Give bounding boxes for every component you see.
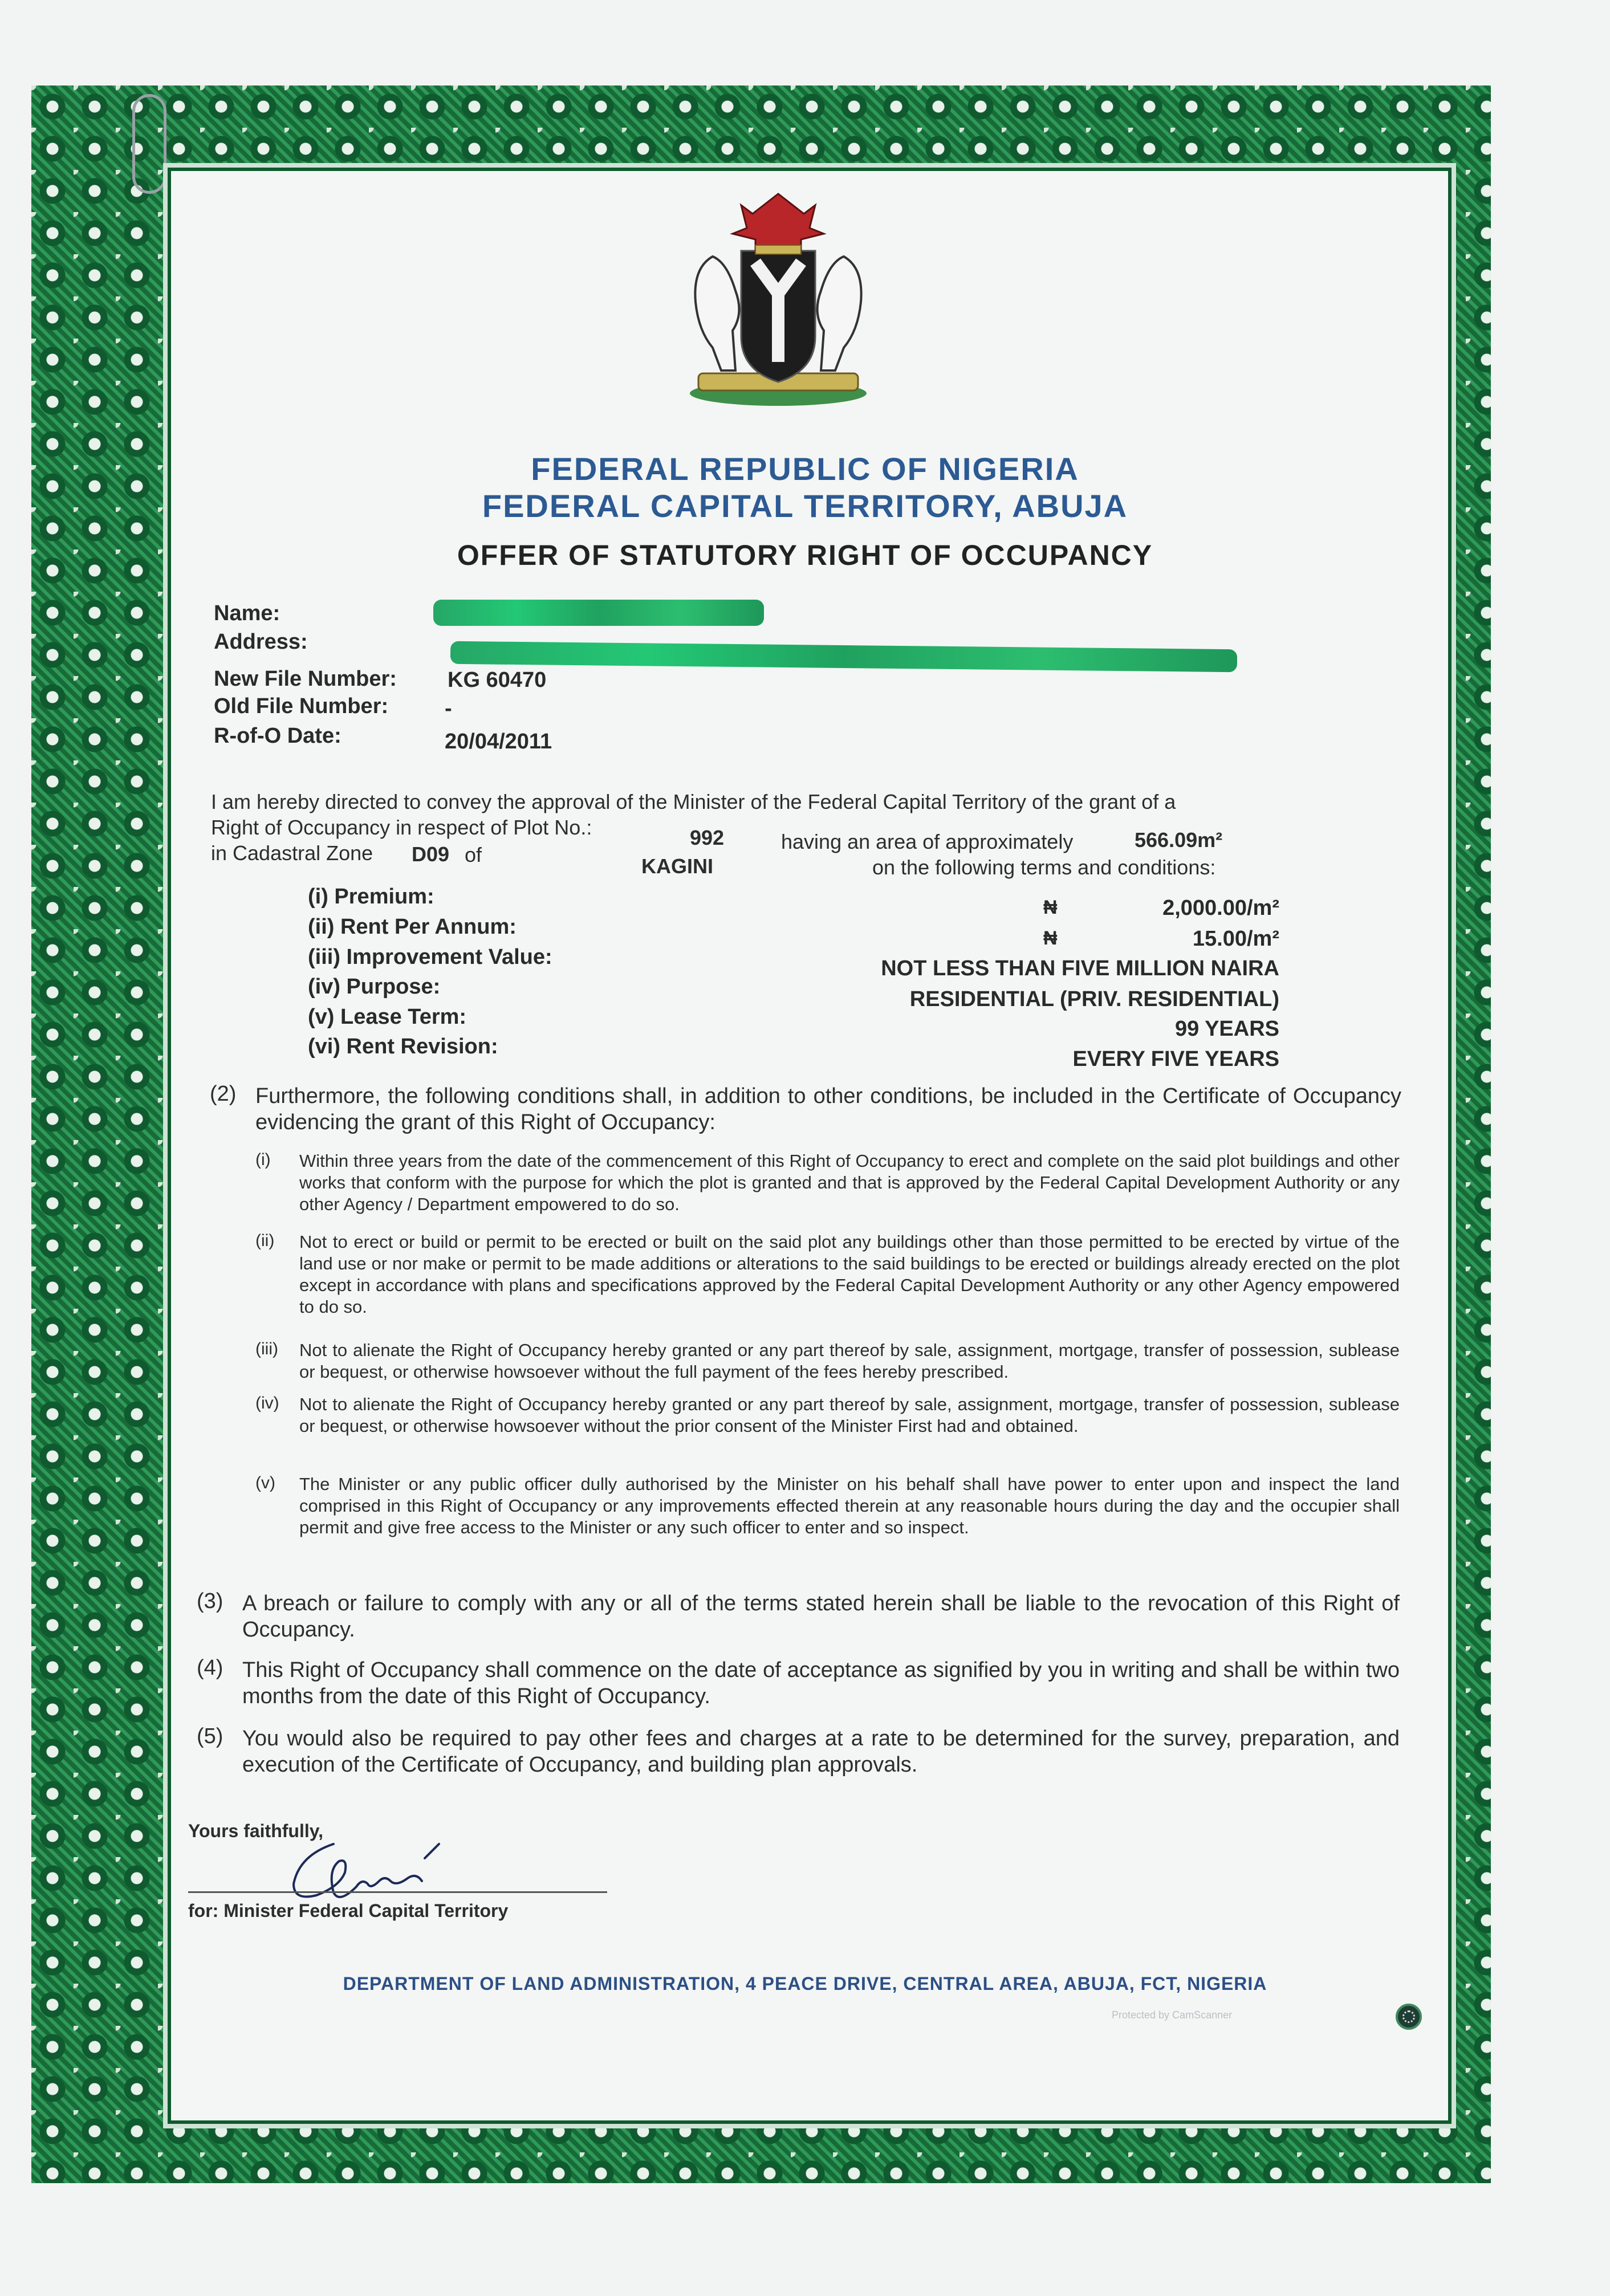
coat-of-arms-icon (656, 188, 901, 410)
term-label: (iv) Purpose: (308, 975, 441, 999)
naira-symbol: ₦ (1043, 897, 1058, 918)
header-line-1: FEDERAL REPUBLIC OF NIGERIA (531, 451, 1079, 487)
intro-line-2a: Right of Occupancy in respect of Plot No.: (211, 816, 592, 839)
old-file-value: - (445, 697, 452, 720)
signature-line (188, 1891, 607, 1893)
new-file-value: KG 60470 (448, 668, 547, 692)
section-5-text: You would also be required to pay other fees and charges at a rate to be determined for the survey, preparation, and execution of the Certificate of Occupancy, and building plan approvals. (242, 1727, 1400, 1777)
footer-address: DEPARTMENT OF LAND ADMINISTRATION, 4 PEACE DRIVE, CENTRAL AREA, ABUJA, FCT, NIGERIA (343, 1973, 1267, 1994)
term-value: RESIDENTIAL (PRIV. RESIDENTIAL) (909, 987, 1279, 1011)
old-file-label: Old File Number: (214, 694, 389, 718)
term-label: (vi) Rent Revision: (308, 1035, 498, 1059)
plot-area: 566.09m² (1135, 828, 1223, 852)
scanner-watermark: Protected by CamScanner (1112, 2009, 1233, 2021)
sub-item-number: (v) (255, 1473, 275, 1492)
intro-line-3a: in Cadastral Zone (211, 841, 373, 865)
address-label: Address: (214, 630, 308, 654)
header-line-2: FEDERAL CAPITAL TERRITORY, ABUJA (482, 488, 1128, 524)
sub-item-text: The Minister or any public officer dully authorised by the Minister on his behalf shall have power to enter upon and inspect the land comprised in this Right of Occupancy or any improvements effected therein at any reasonable hours during the day and the occupier shall permit and give free access to the Minister or any such officer to enter and so inspect. (299, 1474, 1400, 1537)
intro-line-2b: having an area of approximately (781, 830, 1074, 853)
section-number: (3) (197, 1589, 223, 1613)
section-2-text: Furthermore, the following conditions shall, in addition to other conditions, be included in the Certificate of Occupancy evidencing the grant of this Right of Occupancy: (255, 1084, 1401, 1134)
document-title: OFFER OF STATUTORY RIGHT OF OCCUPANCY (457, 539, 1153, 571)
naira-symbol: ₦ (1043, 927, 1058, 949)
signatory-title: for: Minister Federal Capital Territory (188, 1900, 509, 1921)
term-label: (iii) Improvement Value: (308, 945, 552, 969)
sub-item-number: (ii) (255, 1231, 275, 1250)
rofo-date-label: R-of-O Date: (214, 724, 341, 748)
section-4-text: This Right of Occupancy shall commence on the date of acceptance as signified by you in writing and shall be within two months from the date of this Right of Occupancy. (242, 1658, 1400, 1708)
intro-line-3b: of (465, 843, 482, 866)
term-label: (ii) Rent Per Annum: (308, 915, 517, 939)
sub-item-text: Within three years from the date of the commencement of this Right of Occupancy to erect and complete on the said plot buildings and other works that conform with the purpose for which the plot is granted and that is approved by the Federal Capital Development Authority or any other Agency / Department empowered to do so. (299, 1151, 1400, 1214)
term-label: (i) Premium: (308, 885, 434, 909)
sub-item-number: (i) (255, 1150, 271, 1169)
name-redaction (433, 600, 764, 626)
name-label: Name: (214, 601, 280, 625)
district-name: KAGINI (641, 854, 713, 878)
stamp-icon (1396, 2004, 1422, 2030)
term-value: 15.00/m² (1192, 927, 1279, 951)
section-3-text: A breach or failure to comply with any or all of the terms stated herein shall be liable to the revocation of this Right of Occupancy. (242, 1591, 1400, 1642)
new-file-label: New File Number: (214, 667, 397, 691)
term-value: 2,000.00/m² (1162, 896, 1279, 920)
term-value: NOT LESS THAN FIVE MILLION NAIRA (881, 956, 1279, 980)
sub-item-text: Not to alienate the Right of Occupancy hereby granted or any part thereof by sale, assignment, mortgage, transfer of possession, sublease or bequest, or otherwise howsoever without the prior consent of the Minister First had and obtained. (299, 1394, 1400, 1436)
section-number: (4) (197, 1656, 223, 1680)
term-label: (v) Lease Term: (308, 1005, 467, 1029)
section-number: (2) (210, 1082, 237, 1106)
term-value: 99 YEARS (1174, 1017, 1279, 1041)
intro-line-1: I am hereby directed to convey the approval of the Minister of the Federal Capital Territory of the grant of a (211, 790, 1176, 813)
section-number: (5) (197, 1724, 223, 1748)
yours-faithfully: Yours faithfully, (188, 1821, 324, 1841)
intro-line-3c: on the following terms and conditions: (872, 856, 1216, 879)
sub-item-number: (iv) (255, 1394, 279, 1412)
plot-number: 992 (690, 826, 725, 849)
rofo-date-value: 20/04/2011 (445, 730, 552, 754)
sub-item-number: (iii) (255, 1340, 278, 1358)
cadastral-zone: D09 (412, 842, 450, 866)
sub-item-text: Not to erect or build or permit to be erected or built on the said plot any buildings other than those permitted to be erected by virtue of the land use or nor make or permit to be made additions or alterations to the said buildings to be erected or buildings already erected on the plot except in accordance with plans and specifications approved by the Federal Capital Development Authority or any other Agency empowered to do so. (299, 1232, 1400, 1317)
paper-clip (132, 94, 166, 194)
term-value: EVERY FIVE YEARS (1072, 1047, 1279, 1071)
sub-item-text: Not to alienate the Right of Occupancy hereby granted or any part thereof by sale, assignment, mortgage, transfer of possession, sublease or bequest, or otherwise howsoever without the full payment of the fees hereby prescribed. (299, 1340, 1400, 1382)
